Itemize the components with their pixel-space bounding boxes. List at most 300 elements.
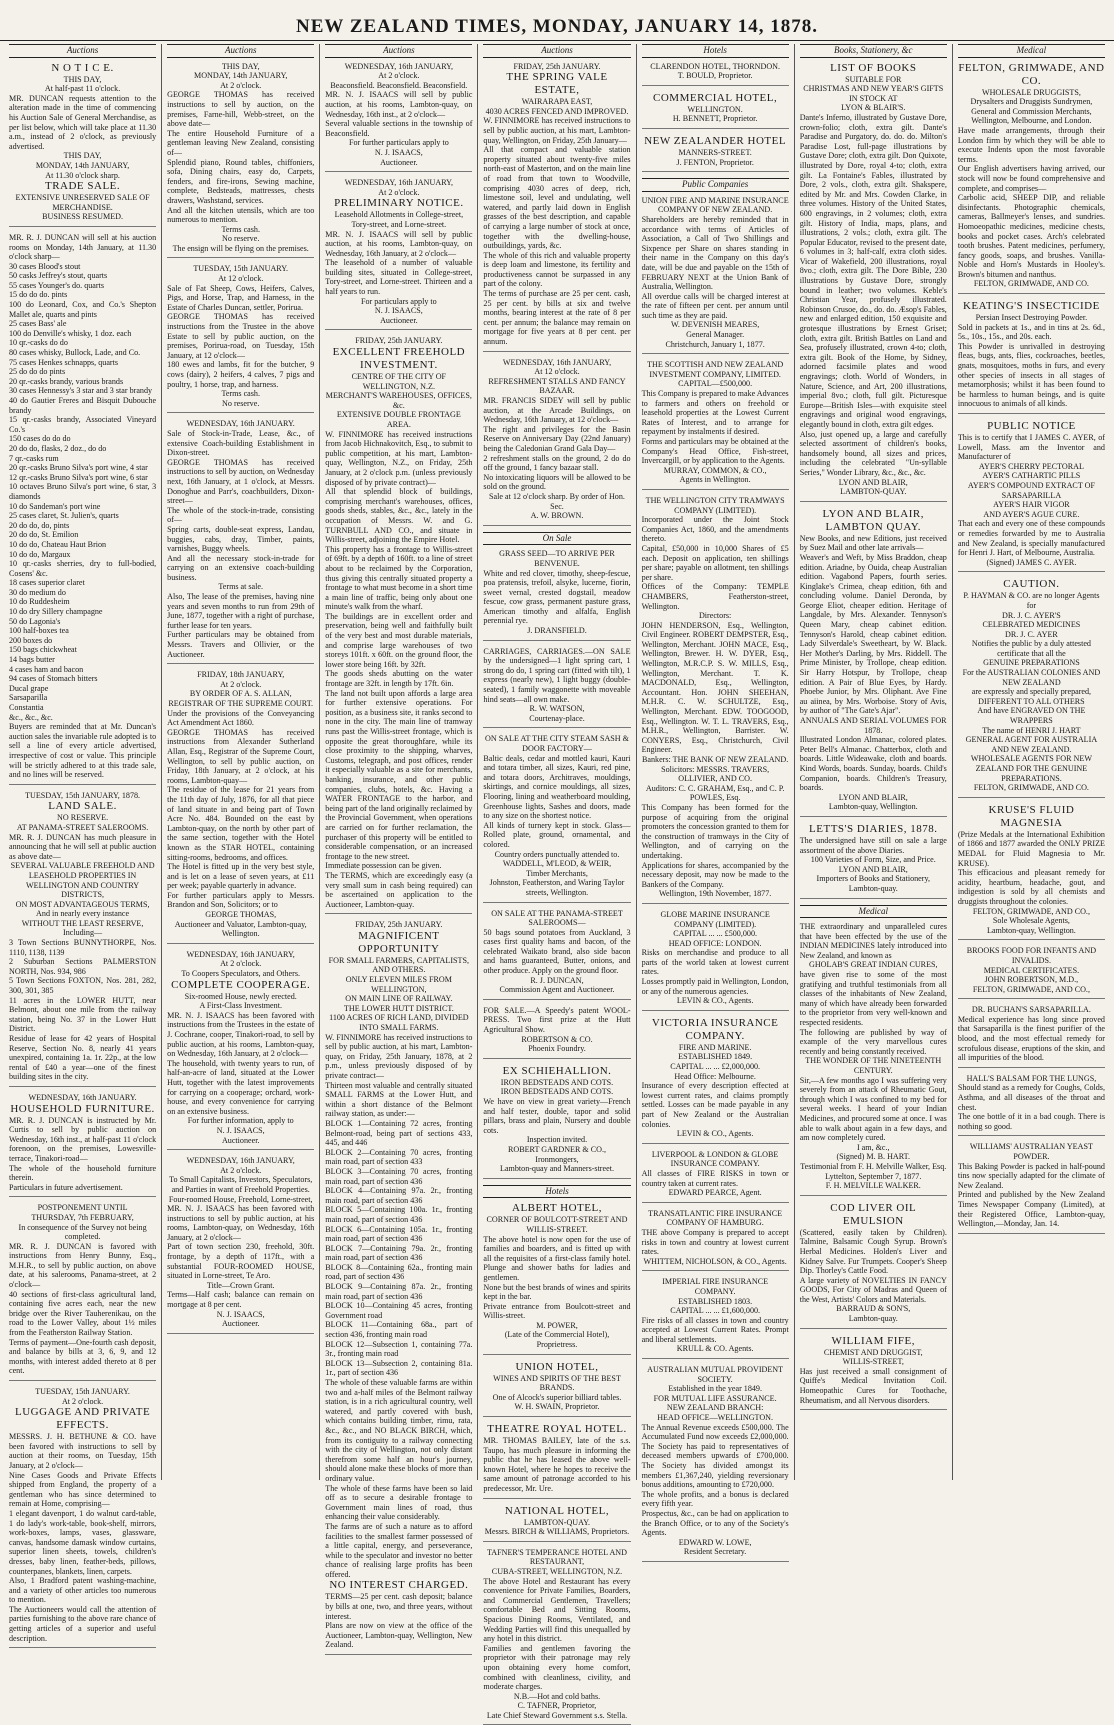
ad-text: THURSDAY, 7th FEBRUARY, xyxy=(31,1212,134,1222)
advertisement xyxy=(958,1005,1105,1068)
ad-text: FRIDAY, 25th JANUARY. xyxy=(355,920,443,930)
section-header: Auctions xyxy=(167,44,314,58)
ad-text: BLOCK 7—Containing 79a. 2r., fronting main road, part of section 436 xyxy=(325,1243,473,1263)
ad-text: Terms at sale. xyxy=(218,582,264,592)
ad-text: The whole of these valuable farms are within two and a-half miles of the Belmont railway station, is in a rich agricultural country, well watered, and partly covered with bush, which contains building timber, rimu, rata, &c., &c., and NO BLACK BIRCH, which, from its contiguity to a railway connecting with the city of Wellington, not only distant therefrom some half an hour's journey, should alone make these blocks of more than ordinary value. xyxy=(325,1378,473,1483)
ad-text: Auctioneer. xyxy=(380,157,418,167)
ad-text: The Hotel is fitted up in the very best style, and is let on a lease of seven years, at £11 per week; payable quarterly in advance. xyxy=(167,862,315,891)
ad-text: 20 do do, flasks, 2 doz., do do xyxy=(9,443,107,453)
advertisement xyxy=(325,62,472,173)
ad-text: 11 acres in the LOWER HUTT, near Belmont, about one mile from the railway station, being No. 37 in the Lower Hutt District. xyxy=(9,995,157,1034)
ad-text: 1 elegant davenport, 1 do walnut card-table, 1 do lady's work-table, book-shelf, mirrors, work-boxes, lamps, vases, glassware, canvas, handsome damask window curtains, superior linen sheets, towels, children's dresses, baby linen, feather-beds, pillows, counterpanes, blankets, linen, carpets. xyxy=(9,1508,157,1576)
ad-text: (Signed) M. B. HART. xyxy=(836,1152,911,1162)
advertisement xyxy=(642,135,789,172)
ad-text: N. J. ISAACS, xyxy=(216,1309,265,1319)
ad-text: 40 do Gautier Freres and Bisquit Dubouche brandy xyxy=(9,396,157,415)
advertisement xyxy=(483,1361,630,1417)
ad-text: CHRISTMAS AND NEW YEAR'S GIFTS xyxy=(803,84,944,94)
advertisement xyxy=(642,92,789,129)
ad-text: At 12 o'clock. xyxy=(218,274,264,284)
ad-text: LAMBTON-QUAY. xyxy=(523,1517,591,1527)
ad-text: N.B.—Hot and cold baths. xyxy=(513,1691,601,1701)
ad-text: MONDAY, 14th JANUARY, xyxy=(35,160,130,170)
advertisement xyxy=(958,578,1105,797)
ad-text: HEAD OFFICE—WELLINGTON. xyxy=(657,1413,774,1423)
ad-headline: HOUSEHOLD FURNITURE. xyxy=(10,1102,155,1115)
ad-text: WEDNESDAY, 16th JANUARY. xyxy=(186,419,295,429)
ad-text: ROBERT GARDNER & CO., xyxy=(507,1144,607,1154)
ad-text: BY ORDER OF A. S. ALLAN, REGISTRAR OF THE SUPREME COURT. xyxy=(168,689,314,708)
ad-text: DR. J. C. AYER xyxy=(1005,629,1058,639)
ad-text: Sale of Stock-in-Trade, Lease, &c., of extensive Coach-building Establishment in Dixon-street. xyxy=(167,428,315,458)
ad-text: Printed and published by the New Zealand Times Newspaper Company (Limited), at their Registered Office, Lambton-quay, Wellington,—Monday, Jan. 14. xyxy=(957,1190,1105,1229)
ad-text: MR. N. J. ISAACS has been favored with instructions from the Trustees in the estate of J. Cochrane, cooper, Tinakori-road, to sell by public auction, at his rooms, Lambton-quay, on Wednesday, 16th January, at 2 o'clock— xyxy=(167,1010,315,1059)
ad-text: At 2 o'clock. xyxy=(61,1396,104,1406)
ad-text: General and Commission Merchants, xyxy=(971,106,1092,116)
ad-text: Part of town section 230, freehold, 30ft. frontage, by a depth of 117ft., with a substantial FOUR-ROOMED HOUSE, situated in Lorne-street, Te Aro. xyxy=(167,1242,315,1281)
ad-text: Losses promptly paid in Wellington, London, or any of the numerous agencies. xyxy=(641,977,789,996)
ad-headline: KRUSE'S FLUID MAGNESIA xyxy=(988,803,1075,829)
ad-text: THE WONDER OF THE NINETEENTH CENTURY. xyxy=(805,1056,942,1075)
ad-text: WADDELL, M'LEOD, & WEIR, xyxy=(502,859,612,869)
ad-text: AYER'S COMPOUND EXTRACT OF SARSAPARILLA xyxy=(967,480,1095,500)
ad-text: Also, The lease of the premises, having nine years and seven months to run from 29th of June, 1877, together with a right of purchase, further lease for ten years. xyxy=(167,592,315,630)
ad-text: Splendid piano, Round tables, chiffoniers, sofa, Dining chairs, easy do, Carpets, fenders, and fire-irons, Sewing machine, complete, Bedsteads, mattresses, chests drawers, Washstand, services. xyxy=(167,157,315,205)
ad-text: Have made arrangements, through their London firm by which they will be able to execute Indents upon the most favorable terms. xyxy=(957,125,1105,164)
ad-headline: PRELIMINARY NOTICE. xyxy=(334,197,464,210)
ad-text: A. W. BROWN. xyxy=(530,511,584,521)
ad-text: JOHN ROBERTSON, M.D., xyxy=(984,975,1079,985)
ad-text: No reserve. xyxy=(222,398,260,408)
advertisement xyxy=(167,62,314,259)
ad-text: MERCHANT'S WAREHOUSES, OFFICES, &c. xyxy=(325,391,472,410)
ad-text: Auctioneer. xyxy=(380,315,418,325)
ad-text: MR. R. J. DUNCAN is favored with instructions from Henry Bunny, Esq., M.H.R., to sell by public auction, on above date, at his salerooms, Panama-street, at 2 o'clock— xyxy=(9,1241,157,1290)
ad-text: Sold in packets at 1s., and in tins at 2s. 6d., 5s., 10s., 15s., and 20s. each. xyxy=(957,322,1105,342)
ad-text: Auctioneer and Valuator, Lambton-quay, Wellington. xyxy=(174,919,307,939)
ad-text: 10 octaves Bruno Silva's port wine, 6 star, 3 diamonds xyxy=(9,482,157,501)
ad-text: NO RESERVE. xyxy=(57,813,109,823)
ad-headline: CAUTION. xyxy=(1003,578,1060,591)
ad-headline: THE SPRING VALE ESTATE, xyxy=(506,71,608,97)
ad-text: Weaver's and Weft, by Miss Braddon, cheap edition. Ariadne, by Ouida, cheap Australian edition. Vagabond Papers, fourth series. Kinglake's Crimea, cheap edition, 6th and concluding volume. Daniel Deronda, by George Eliot, cheaper edition. Heritage of Langdale, by Mrs. Alexander. Tennyson's Queen Mary, cheap cabinet edition. Tennyson's Harold, cheap cabinet edition. Lady Silverdale's Sweetheart, by W. Black. Her Mother's Darling, by Mrs. Riddell. The Prime Minister, by Trollope, cheap edition. Sir Harry Hotspur, by Trollope, cheap edition. A Pair of Blue Eyes, by Hardy. Phoebe Junior, by Mrs. Oliphant. Ave Fine au aiinea, by Mrs. Worboise. Story of Avis, by author of "The Gate's Ajar". xyxy=(799,552,947,716)
ad-text: In consequence of the Survey not being completed. xyxy=(18,1222,147,1242)
ad-text: 10 do do, Chateau Haut Brion xyxy=(9,539,107,549)
ad-text: The right and privileges for the Basin Reserve on Anniversary Day (22nd January) being the Caledonian Grand Gala Day— xyxy=(483,424,631,453)
ad-text: LAMBTON-QUAY. xyxy=(840,487,907,497)
ad-text: THE LOWER HUTT DISTRICT. xyxy=(343,1003,454,1013)
ad-text: GEORGE THOMAS has received instructions to sell by auction, on Wednesday next, 16th January, at 1 o'clock, at Messrs. Donoghue and Parr's, coachbuilders, Dixon-street— xyxy=(167,457,315,506)
ad-text: J. FENTON, Proprietor. xyxy=(676,157,754,167)
ad-text: The undersigned have still on sale a large assortment of the above Diaries. xyxy=(799,835,947,855)
ad-text: 94 cases of Stomach bitters xyxy=(9,674,98,684)
ad-text: All that compact and valuable station property situated about twenty-five miles north-east of Masterton, and on the main line of road from that town to Woodville, comprising 4030 acres of deep, rich, limestone soil, level and undulating, well watered, and partly laid down in English grasses of the best description, and capable of carrying a large number of stock at once, together with the dwelling-house, outbuildings, yards, &c. xyxy=(483,145,631,251)
ad-text: Risks on merchandise and produce to all parts of the world taken at lowest current rates. xyxy=(641,948,789,977)
ad-text: FELTON, GRIMWADE, AND CO., xyxy=(972,906,1090,916)
ad-text: DR. J. C. AYER'S xyxy=(1002,610,1061,620)
ad-text: The whole profits, and a bonus is declared every fifth year. xyxy=(641,1489,789,1509)
ad-text: H. BENNETT, Proprietor. xyxy=(672,114,758,124)
ad-text: All that splendid block of buildings, comprising merchant's warehouses, offices, goods sheds, stables, &c., &c., lately in the occupation of Messrs. W. and G. TURNBULL AND CO., and situate in Willis-street, adjoining the Empire Hotel. xyxy=(325,487,473,545)
ad-text: ESTABLISHED 1803. xyxy=(678,1296,753,1306)
ad-text: That each and every one of these compounds or remedies forwarded by me to Australia and New Zealand, is specially manufactured for Henri J. Hart, of Melbourne, Australia. xyxy=(957,519,1105,558)
ad-text: 50 casks Jeffrey's stout, quarts xyxy=(9,271,108,281)
ad-text: Incorporated under the Joint Stock Companies Act, 1860, and the amendments thereto. xyxy=(641,515,789,544)
ad-text: Terms cash. xyxy=(221,389,260,399)
ad-headline: EXCELLENT FREEHOLD INVESTMENT. xyxy=(332,346,466,372)
ad-text: ROBERTSON & CO. xyxy=(521,1034,593,1044)
ad-text: Should stand as a remedy for Coughs, Colds, Asthma, and all diseases of the throat and chest. xyxy=(957,1083,1105,1112)
ad-text: At 11.30 o'clock sharp. xyxy=(45,170,120,180)
ad-headline: LYON AND BLAIR, LAMBTON QUAY. xyxy=(822,507,924,533)
ad-text: Auctioneer. xyxy=(221,1319,260,1329)
ad-text: 30 cases Blood's stout xyxy=(9,261,81,271)
ad-text: &c., &c., &c. xyxy=(9,712,53,722)
ad-text: Ducal grape xyxy=(9,683,49,693)
ad-text: AUSTRALIAN MUTUAL PROVIDENT SOCIETY. xyxy=(647,1365,784,1384)
ad-text: 200 boxes do xyxy=(9,635,53,645)
ad-text: 18 cases superior claret xyxy=(9,578,85,588)
ad-text: Auditors: C. C. GRAHAM, Esq., and C. P. POWLES, Esq. xyxy=(645,783,785,803)
ad-text: This Company is prepared to make Advances to farmers and others on freehold or leasehold properties at the Lowest Current Rates of Interest, and to arrange for repayment by instalments if desired. xyxy=(641,389,789,437)
ad-text: ON MAIN LINE OF RAILWAY. xyxy=(345,994,453,1004)
ad-text: Established in the year 1849. xyxy=(668,1384,762,1394)
advertisement xyxy=(642,496,789,904)
ad-text: MR. FRANCIS SIDEY will sell by public auction, at the Arcade Buildings, on Wednesday, 16th January, at 12 o'clock— xyxy=(483,396,631,425)
ad-text: Has just received a small consignment of Quiffe's Medical Invitation Coil. Homeopathic Cures for Toothache, Rheumatism, and all Nervous disorders. xyxy=(799,1366,947,1405)
ad-text: GEORGE THOMAS has received instructions from Alexander Sutherland Allan, Esq., Registrar of the Supreme Court, Wellington, to sell by public auction, on Friday, 18th January, at 2 o'clock, at his rooms, Lambton-quay— xyxy=(167,727,315,785)
ad-text: Including— xyxy=(63,928,103,938)
ad-text: Offices of the Company: TEMPLE CHAMBERS, Featherston-street, Wellington. xyxy=(641,582,789,611)
ad-text: WEDNESDAY, 16th JANUARY, xyxy=(186,1156,295,1166)
ad-text: 4030 ACRES FENCED AND IMPROVED. xyxy=(485,106,629,116)
ad-text: LYON AND BLAIR, xyxy=(838,477,908,487)
ad-text: Particulars in future advertisement. xyxy=(9,1182,123,1192)
advertisement xyxy=(483,1505,630,1542)
section-header: Books, Stationery, &c xyxy=(800,44,947,58)
ad-text: W. FINNIMORE has received instructions to sell by public auction, at his mart, Lambton-quay, Wellington, on Friday, 25th January— xyxy=(483,116,631,145)
ad-text: The whole of the household furniture therein. xyxy=(9,1163,157,1183)
ad-text: Wellington, Melbourne, and London. xyxy=(971,116,1092,126)
ad-text: 40 sections of first-class agricultural land, containing five acres each, near the new bridge over the River Tauherenikau, on the road to the Lower Valley, about 1½ miles from the Featherston Railway Station. xyxy=(9,1289,157,1338)
ad-text: FRIDAY, 25th JANUARY. xyxy=(513,61,601,71)
ad-text: EDWARD W. LOWE, xyxy=(678,1537,752,1547)
ad-text: are expressly and specially prepared, xyxy=(971,687,1092,697)
ad-text: HALL'S BALSAM FOR THE LUNGS, xyxy=(966,1073,1097,1083)
ad-text: Lambton-quay, Wellington. xyxy=(828,802,918,812)
ad-text: Immediate possession can be given. xyxy=(325,861,442,871)
ad-text: At 2 o'clock. xyxy=(378,71,420,81)
section-header: On Sale xyxy=(483,532,630,546)
ad-headline: PUBLIC NOTICE xyxy=(987,420,1076,432)
ad-text: ESTABLISHED 1849. xyxy=(678,1052,753,1062)
ad-text: Plans are now on view at the office of the Auctioneer, Lambton-quay, Wellington, New Zealand. xyxy=(325,1621,473,1650)
section-header: Medical xyxy=(958,44,1105,58)
advertisement xyxy=(958,1074,1105,1137)
ad-text: TUESDAY, 15th JANUARY. xyxy=(193,264,289,274)
ad-text: Leasehold Allotments in College-street, Tory-street, and Lorne-street. xyxy=(334,210,464,229)
ad-text: W. FINNIMORE has received instructions from Jacob Hichnakovitch, Esq., to submit to public competition, at his mart, Lambton-quay, Wellington, N.Z., on Friday, 25th January, at 2 o'clock p.m. (unless previously disposed of by private contract)— xyxy=(325,429,473,487)
ad-text: BLOCK 6—Containing 105a. 1r., fronting main road, part of section 436 xyxy=(325,1224,473,1244)
ad-text: And all the kitchen utensils, which are too numerous to mention. xyxy=(167,205,315,225)
ad-text: Directors: xyxy=(698,611,732,621)
ad-text: Sarsaparilla xyxy=(9,693,48,703)
ad-text: (Prize Medals at the International Exhibition of 1866 and 1877 awarded the ONLY PRIZE MEDAL for Fluid Magnesia to Mr. KRUSE). xyxy=(957,829,1105,868)
ad-text: CARRIAGES, CARRIAGES.—ON SALE by the undersigned—1 light spring cart, 1 strong do do, 1 spring cart (fitted with tilt), 1 express (nearly new), 1 light buggy (double-seated), 1 family waggonette with moveable hind seats—all own make. xyxy=(483,646,631,704)
ad-text: FIRE AND MARINE. xyxy=(678,1042,752,1052)
ad-text: EDWARD PEARCE, Agent. xyxy=(668,1188,762,1198)
ad-text: Solicitors: MESSRS. TRAVERS, OLLIVIER, AND CO. xyxy=(661,764,770,784)
ad-text: Sale at 12 o'clock sharp. By order of Hon. Sec. xyxy=(489,491,625,511)
advertisement xyxy=(642,1150,789,1203)
column-5 xyxy=(637,44,795,1557)
ad-text: This Company has been formed for the purpose of acquiring from the original promoters the concession granted to them for the construction of tramways in the City of Wellington, and of carrying on the undertaking. xyxy=(641,802,789,860)
ad-text: THE extraordinary and unparalleled cures that have been effected by the use of the INDIAN MEDICINES lately introduced into New Zealand, and known as xyxy=(799,922,947,960)
ad-text: GLOBE MARINE INSURANCE COMPANY (LIMITED). xyxy=(660,909,770,929)
advertisement xyxy=(958,420,1105,572)
ad-text: This property has a frontage to Willis-street of 69ft. by a depth of 160ft. to a line of street about to be reclaimed by the Corporation, thus giving this centrally situated property a frontage to what must become in a short time a main line of traffic, being only about one minute's walk from the wharf. xyxy=(325,544,473,612)
ad-text: One of Alcock's superior billiard tables. xyxy=(492,1392,622,1402)
ad-text: The ensign will be flying on the premises. xyxy=(172,243,309,253)
ad-text: LYON & BLAIR'S. xyxy=(841,103,906,113)
advertisement xyxy=(800,62,947,502)
ad-text: Terms cash. xyxy=(221,224,260,234)
advertisement xyxy=(642,62,789,86)
column-4 xyxy=(478,44,636,1720)
ad-text: 10 do Ruddesheim xyxy=(9,597,70,607)
ad-text: GHOLAB'S GREAT INDIAN CURES, xyxy=(808,960,938,970)
ad-text: MR. DUNCAN requests attention to the alteration made in the time of commencing his Auction Sale of General Merchandise, as per list below, which will take place at 11.30 a.m., instead of 2 o'clock, as previously advertised. xyxy=(9,93,157,151)
ad-text: A large variety of NOVELTIES IN FANCY GOODS, For City of Madras and Queen of the West, Artists' Colors and Materials. xyxy=(799,1275,947,1304)
ad-text: 50 bags sound potatoes from Auckland, 3 cases first quality hams and bacon, of the celebrated Waikato brand, also side bacon and hams guaranteed, Butter, onions, and other produce. Apply on the ground floor. xyxy=(483,927,631,976)
ad-text: BLOCK 4—Containing 97a. 2r., fronting main road, part of section 436 xyxy=(325,1186,473,1205)
ad-text: Further particulars may be obtained from Messrs. Travers and Ollivier, or the Auctioneer. xyxy=(167,630,315,659)
ad-text: N. J. ISAACS, xyxy=(216,1125,265,1135)
ad-text: White and red clover, timothy, sheep-fescue, poa pratensis, trefoil, alsyke, lucerne, fiorin, sweet vernal, crested dogstail, meadow fescue, cow grass, permanent pasture grass, American timothy and alfalfa, English perennial rye. xyxy=(483,568,631,626)
ad-text: GRASS SEED—TO ARRIVE PER BENVENUE. xyxy=(499,549,615,568)
ad-text: 50 do Lagonia's xyxy=(9,616,61,626)
ad-text: To Coopers Speculators, and Others. xyxy=(181,969,300,979)
ad-text: THE above Company is prepared to accept risks in town and country at lowest current rates. xyxy=(641,1227,789,1257)
ad-text: 15 qr.-casks brandy, Associated Vineyard Co.'s xyxy=(9,415,157,434)
ad-text: The Auctioneers would call the attention of parties furnishing to the above rare chance of getting articles of a superior and useful description. xyxy=(9,1604,157,1643)
ad-text: The farms are of such a nature as to afford facilities to the smallest farmer possessed of a little capital, energy, and perseverance, while to the speculator and investor no better chance of realising large profits has been offered. xyxy=(325,1521,473,1579)
ad-text: WHOLESALE AGENTS FOR NEW ZEALAND FOR THE GENUINE PREPARATIONS. xyxy=(970,754,1092,783)
ad-text: None but the best brands of wines and spirits kept in the bar. xyxy=(483,1282,631,1302)
ad-text: For further information, apply to xyxy=(187,1116,294,1126)
ad-text: Dante's Inferno, illustrated by Gustave Dore, crown-folio; cloth, extra gilt. Dante's Paradise and Purgatory, do. do. do. Milton's Paradise Lost, full-page illustrations by Gustave Dore; cloth, extra gilt. Don Quixote, illustrated by Dore, royal 4-to; cloth, extra gilt. La Fontaine's Fables, illustrated by Dore, 2 vols., cloth, extra gilt. Shakspere, edited by Mr. and Mrs. Cowden Clarke, in three volumes. History of the United States, 600 engravings, in 2 volumes; cloth, extra gilt. History of India, maps, plans, and illustrations, 2 vols.; cloth, extra gilt. The Popular Educator, revised to the present date, 6 volumes in 3; half-calf, extra cloth sides. Vicar of Wakefield, 200 illustrations, royal 8vo.; cloth, extra gilt. The Dore Bible, 230 illustrations by Gustave Dore, strongly bound in leather; two volumes. Keble's Christian Year, profusely illustrated. Robinson Crusoe, do., do. do. Æsop's Fables, new and enlarged edition, 150 exquisite and grotesque illustrations by Ernest Griset; cloth, extra gilt. British Battles on Land and Sea, profusely illustrated, crown 4-to; cloth, extra gilt. Book of the Home, by Sidney, adorned facsimile plates and wood engravings; cloth. World of Wonders, in Nature, Science, and Art, 200 illustrations, imperial 8vo.; cloth, full gilt. Picturesque Europe—British Isles—with exquisite steel engravings and original wood engravings, elegantly bound in cloth, extra gilt edges. xyxy=(799,112,947,429)
ad-text: BLOCK 8—Containing 62a., fronting main road, part of section 436 xyxy=(325,1262,473,1282)
ad-text: have given rise to some of the most gratifying and truthful testimonials from all classes of the inhabitants of New Zealand, many of which have already been forwarded to the proprietor from very well-known and respected residents. xyxy=(799,970,947,1028)
ad-text: And have ENGRAVED ON THE WRAPPERS xyxy=(977,706,1086,726)
ad-text: This efficacious and pleasant remedy for acidity, heartburn, headache, gout, and indigestion is sold by all chemists and druggists throughout the colonies. xyxy=(957,868,1105,906)
ad-text: Sir,—A few months ago I was suffering very severely from an attack of Rheumatic Gout, through which I was confined to my bed for several weeks. I heard of your Indian Medicines, and procured some at once. I was able to walk about again in a few days, and am now completely cured. xyxy=(799,1075,947,1143)
advertisement xyxy=(325,920,472,1655)
ad-text: Messrs. BIRCH & WILLIAMS, Proprietors. xyxy=(484,1527,630,1537)
ad-text: Christchurch, January 1, 1877. xyxy=(665,339,765,349)
ad-headline: LAND SALE. xyxy=(48,800,117,813)
ad-text: For further particulars apply to Messrs. Brandon and Son, Solicitors; or to xyxy=(167,890,315,910)
section-header: Auctions xyxy=(483,44,630,58)
ad-text: 30 cases Hennessy's 3 star and 3 star brandy xyxy=(9,386,153,396)
ad-text: 55 cases Younger's do. quarts xyxy=(9,280,104,290)
ad-text: Beaconsfield. Beaconsfield. Beaconsfield. xyxy=(330,80,468,90)
advertisement xyxy=(167,264,314,413)
ad-text: 25 cases claret, St. Julien's, quarts xyxy=(9,511,119,521)
ad-text: At 2 o'clock. xyxy=(220,959,262,969)
ad-text: WELLINGTON. xyxy=(687,104,743,114)
ad-text: Testimonial from F. H. Melville Walker, Esq. xyxy=(800,1161,947,1171)
ad-text: 15 do do do. pints xyxy=(9,290,68,300)
ad-text: WHOLESALE DRUGGISTS, xyxy=(981,87,1081,97)
ad-text: C. TAFNER, Proprietor, xyxy=(517,1701,597,1711)
ad-text: Inspection invited. xyxy=(526,1135,588,1145)
ad-headline: LETTS'S DIARIES, 1878. xyxy=(809,822,938,835)
ad-text: MESSRS. J. H. BETHUNE & CO. have been favored with instructions to sell by auction at their rooms, on Tuesday, 15th January, at 2 o'clock— xyxy=(9,1432,157,1470)
ad-text: Residue of lease for 42 years of Hospital Reserve, Section No. 8, nearly 41 years unexpired, containing 1a. 1r. 22p., at the low rental of £40 a year—one of the finest building sites in the city. xyxy=(9,1034,157,1082)
ad-text: Persian Insect Destroying Powder. xyxy=(975,313,1088,323)
ad-text: ON SALE AT THE CITY STEAM SASH & DOOR FACTORY— xyxy=(485,734,629,753)
ad-text: Late Chief Steward Government s.s. Stella. xyxy=(486,1710,628,1720)
ad-text: WHITTEM, NICHOLSON, & CO., Agents. xyxy=(643,1256,787,1266)
advertisement xyxy=(483,1006,630,1059)
ad-text: Country orders punctually attended to. xyxy=(494,849,620,859)
ad-text: W. FINNIMORE has received instructions to sell by public auction, at his mart, Lambton-quay, on Friday, 25th January, 1878, at 2 p.m., unless previously disposed of by private contract— xyxy=(325,1032,473,1080)
ad-text: TUESDAY, 15th JANUARY. xyxy=(35,1387,130,1396)
ad-text: WITHOUT THE LEAST RESERVE, xyxy=(21,918,144,928)
ad-text: GEORGE THOMAS has received instructions to sell by auction, on the premises, Farne-hill, Webb-street, on the above date— xyxy=(167,90,315,129)
advertisement xyxy=(167,1156,314,1334)
ad-text: 150 bags chickwheat xyxy=(9,645,77,655)
ad-text: Lambton-quay. xyxy=(848,1314,898,1324)
ad-text: MONDAY, 14th JANUARY, xyxy=(194,71,288,81)
ad-text: SUITABLE FOR xyxy=(845,74,902,84)
ad-text: 100 do Denville's whisky, 1 doz. each xyxy=(9,328,132,338)
ad-text: Carbolic acid, SHEEP DIP, and reliable disinfectants. Photographic chemicals, cameras, Ballmeyer's lenses, and sundries. Homoeopathic medicines, medicine chests, books and pocket cases. Arch's celebrated tooth brushes. Patent medicines, perfumery, fancy goods, soaps, and brushes. Vanilla-Noble and Horn's Mustards in Hooley's. Brown's bitumen and nanthus. xyxy=(957,193,1105,279)
masthead-title: NEW ZEALAND TIMES, MONDAY, JANUARY 14, 1878. xyxy=(296,16,818,37)
ad-text: Lambton-quay and Manners-street. xyxy=(500,1164,614,1174)
ad-text: 180 ewes and lambs, fit for the butcher, 9 cows (dairy), 2 heifers, 4 calves, 7 pigs and poultry, 1 horse, trap, and harness. xyxy=(167,360,315,389)
ad-text: BLOCK 5—Containing 100a. 1r., fronting main road, part of section 436 xyxy=(325,1205,473,1224)
ad-text: Importers of Books and Stationery, xyxy=(816,874,930,884)
ad-text: I am, &c., xyxy=(856,1142,890,1152)
advertisement xyxy=(325,336,472,914)
ad-text: BLOCK 2—Containing 70 acres, fronting main road, part of section 433 xyxy=(325,1147,473,1167)
ad-text: 100 do Leonard, Cox, and Co.'s Shepton Mallet ale, quarts and pints xyxy=(9,300,157,319)
ad-text: Terms—Half cash; balance can remain on mortgage at 8 per cent. xyxy=(167,1290,315,1310)
ad-text: HEAD OFFICE: LONDON. xyxy=(668,938,762,948)
ad-text: FRIDAY, 18th JANUARY, xyxy=(197,670,285,680)
ad-text: 20 do do, St. Emilion xyxy=(9,530,79,540)
ad-text: WEDNESDAY, 16th JANUARY, xyxy=(344,61,453,71)
ad-text: Auctioneer. xyxy=(221,1135,260,1145)
ad-text: Bankers: THE BANK OF NEW ZEALAND. xyxy=(641,755,789,764)
ad-text: The land not built upon affords a large area for further extensive operations. For position, as a business site, it ranks second to none in the city. The main line of tramway runs past the Willis-street frontage, which is opposite the great thoroughfare, while its close proximity to the shipping, wharves, Customs, telegraph, and post offices, render it especially valuable as a site for merchants, banking, insurance, and other public companies, clubs, hotels, &c. Having a WATER FRONTAGE to the harbor, and being part of the land originally reclaimed by the Provincial Government, when operations are carried on for further reclamation, the purchaser of this property will be entitled to considerable compensation, or an increased frontage to the new street. xyxy=(325,688,473,861)
ad-text: Also, 1 Bradford patent washing-machine, and a variety of other articles too numerous to mention. xyxy=(9,1576,157,1605)
ad-text: The TERMS, which are exceedingly easy (a very small sum in cash being required) can be ascertained on application to the Auctioneer, Lambton-quay. xyxy=(325,870,473,909)
ad-text: Terms of payment—One-fourth cash deposit, and balance by bills at 3, 6, 9, and 12 months, with interest added thereto at 8 per cent. xyxy=(9,1337,157,1376)
ad-text: Lambton-quay, Wellington. xyxy=(987,925,1076,935)
ad-text: KRULL & CO. Agents. xyxy=(676,1344,754,1354)
ad-text: 5 Town Sections FOXTON, Nos. 281, 282, 300, 301, 385 xyxy=(9,976,157,996)
ad-text: Fire risks of all classes in town and country accepted at Lowest Current Rates. Prompt and liberal settlements. xyxy=(641,1315,789,1344)
advertisement xyxy=(483,1548,630,1725)
advertisement xyxy=(958,946,1105,999)
ad-text: The entire Household Furniture of a gentleman leaving New Zealand, consisting of— xyxy=(167,128,315,157)
ad-text: Nine Cases Goods and Private Effects shipped from England, the property of a gentleman who has since determined to remain at Home, comprising— xyxy=(9,1470,157,1509)
ad-text: MEDICAL CERTIFICATES. xyxy=(983,965,1080,975)
ad-text: Constantia xyxy=(9,703,44,712)
ad-text: MR. R. J. DUNCAN will sell at his auction rooms on Monday, 14th January, at 11.30 o'clock sharp— xyxy=(9,232,157,262)
ad-text: 4 cases ham and bacon xyxy=(9,664,84,674)
ad-text: 20 qr.-casks brandy, various brands xyxy=(9,376,124,386)
advertisement xyxy=(800,1202,947,1329)
ad-text: WEDNESDAY, 16th JANUARY, xyxy=(502,357,612,367)
ad-text: CHEMIST AND DRUGGIST, xyxy=(823,1347,923,1357)
advertisement xyxy=(9,1093,156,1197)
columns xyxy=(4,44,1110,1720)
advertisement xyxy=(642,910,789,1011)
ad-headline: NATIONAL HOTEL, xyxy=(504,1504,610,1517)
ad-text: Sale of Fat Sheep, Cows, Heifers, Calves, Pigs, and Horse, Trap, and Harness, in the Estate of Charles Duncan, settler, Porirua. xyxy=(167,283,315,312)
ad-text: FOR SMALL FARMERS, CAPITALISTS, AND OTHERS. xyxy=(328,955,470,975)
ad-text: Phoenix Foundry. xyxy=(528,1044,586,1054)
ad-text: AYER'S CATHARTIC PILLS xyxy=(982,471,1081,481)
ad-text: A First-Class Investment. xyxy=(199,1001,282,1011)
ad-text: IN STOCK AT xyxy=(849,93,898,103)
section-header: Medical xyxy=(800,905,947,919)
ad-headline: VICTORIA INSURANCE COMPANY. xyxy=(651,1016,779,1042)
ad-text: The leasehold of a number of valuable building sites, situated in College-street, Tory-street, and Lorne-street. Thirteen and a half years to run. xyxy=(325,258,473,297)
ad-text: To Small Capitalists, Investors, Speculators, and Parties in want of Freehold Properties. xyxy=(169,1175,313,1194)
ad-text: At 12 o'clock. xyxy=(534,367,580,377)
ad-text: R. J. DUNCAN, xyxy=(530,975,584,985)
ad-text: TAFNER'S TEMPERANCE HOTEL AND RESTAURANT, xyxy=(487,1547,627,1567)
ad-text: Johnston, Featherston, and Waring Taylor streets, Wellington. xyxy=(489,878,625,897)
ad-text: FELTON, GRIMWADE, AND CO. xyxy=(973,783,1089,793)
advertisement xyxy=(9,233,156,785)
ad-text: For particulars apply to xyxy=(360,296,437,306)
advertisement xyxy=(167,419,314,664)
ad-text: The terms of purchase are 25 per cent. cash, 25 per cent. by bills at six and twelve months, bearing interest at the rate of 8 per cent. per annum; the balance may remain on mortgage for five years at 8 per cent. per annum. xyxy=(483,289,631,347)
ad-text: ON MOST ADVANTAGEOUS TERMS, xyxy=(15,899,150,909)
ad-text: AYER'S HAIR VIGOR xyxy=(993,500,1070,510)
ad-text: WILLIS-STREET, xyxy=(842,1357,904,1367)
ad-text: ONLY ELEVEN MILES FROM WELLINGTON, xyxy=(345,975,452,994)
ad-text: AND AYER'S AGUE CURE. xyxy=(983,509,1080,519)
ad-headline: N O T I C E. xyxy=(51,61,114,74)
advertisement xyxy=(483,358,630,526)
ad-text: All overdue calls will be charged interest at the rate of fifteen per cent. per annum until such time as they are paid. xyxy=(641,291,789,320)
ad-text: (Late of the Commercial Hotel), Proprietress. xyxy=(504,1330,610,1350)
advertisement xyxy=(483,62,630,352)
advertisement xyxy=(9,791,156,1087)
advertisement xyxy=(958,300,1105,414)
ad-text: DR. BUCHAN'S SARSAPARILLA. xyxy=(971,1005,1091,1015)
ad-text: MR. THOMAS BAILEY, late of the s.s. Taupo, has much pleasure in informing the public that he has leased the above well-known Hotel, where he hopes to receive the same amount of patronage accorded to his predecessor, Mr. Ure. xyxy=(483,1436,631,1493)
ad-headline: LUGGAGE AND PRIVATE EFFECTS. xyxy=(14,1406,151,1432)
advertisement xyxy=(642,196,789,355)
ad-text: CAPITAL—£500,000. xyxy=(678,379,753,389)
ad-text: 100 half-boxes tea xyxy=(9,626,69,636)
ad-text: CAPITAL ... ... £500,000. xyxy=(673,929,758,939)
ad-text: 3 Town Sections BUNNYTHORPE, Nos. 1110, 1138, 1139 xyxy=(9,938,157,957)
ad-text: Prospectus, &c., can be had on application to the Branch Office, or to any of the Society's Agents. xyxy=(641,1508,789,1538)
ad-text: SEVERAL VALUABLE FREEHOLD AND LEASEHOLD PROPERTIES IN WELLINGTON AND COUNTRY DISTRICTS, xyxy=(10,861,155,900)
ad-text: 2 refreshment stalls on the ground, 2 do do off the ground, 1 fancy bazaar stall. xyxy=(483,453,631,473)
ad-text: MR. N. J. ISAACS will sell by public auction, at his rooms, Lambton-quay, on Wednesday, 16th January, at 2 o'clock— xyxy=(325,229,473,258)
ad-text: 14 bags butter xyxy=(9,655,55,665)
